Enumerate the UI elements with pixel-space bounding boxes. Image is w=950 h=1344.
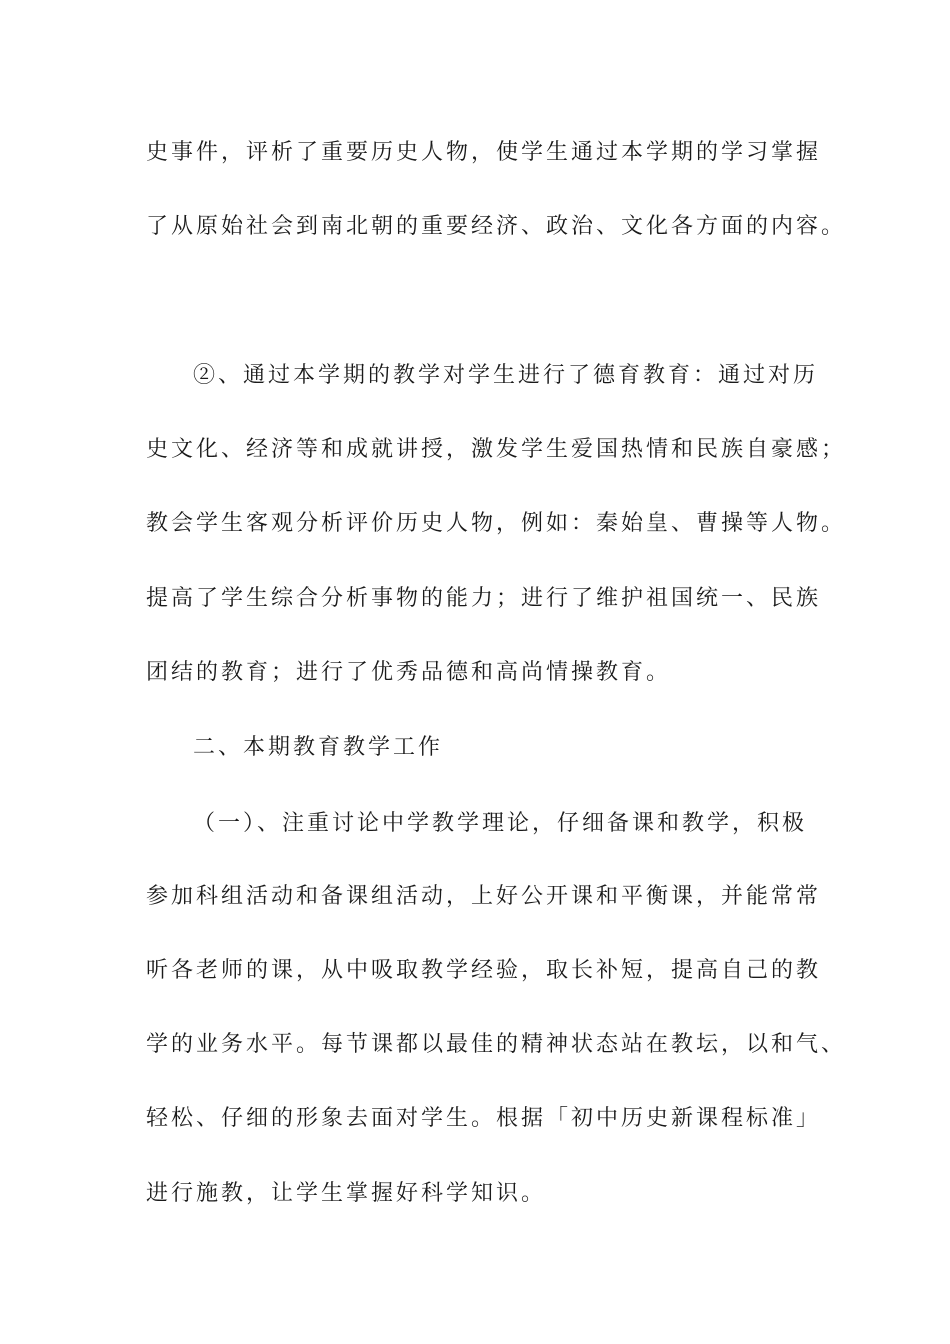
text-line: 史事件，评析了重要历史人物，使学生通过本学期的学习掌握 <box>146 140 822 165</box>
text-line: 团结的教育；进行了优秀品德和高尚情操教育。 <box>146 660 672 685</box>
text-line: 学的业务水平。每节课都以最佳的精神状态站在教坛，以和气、 <box>146 1032 847 1057</box>
text-line: 参加科组活动和备课组活动，上好公开课和平衡课，并能常常 <box>146 884 822 909</box>
text-line: 进行施教，让学生掌握好科学知识。 <box>146 1181 547 1206</box>
section-heading: 二、本期教育教学工作 <box>193 735 444 760</box>
text-line: 听各老师的课，从中吸取教学经验，取长补短，提高自己的教 <box>146 958 822 983</box>
text-line: 轻松、仔细的形象去面对学生。根据「初中历史新课程标准」 <box>146 1106 822 1131</box>
paragraph-start-line: ②、通过本学期的教学对学生进行了德育教育：通过对历 <box>193 363 819 388</box>
text-line: 教会学生客观分析评价历史人物，例如：秦始皇、曹操等人物。 <box>146 511 847 536</box>
text-line: 提高了学生综合分析事物的能力；进行了维护祖国统一、民族 <box>146 586 822 611</box>
text-line: 史文化、经济等和成就讲授，激发学生爱国热情和民族自豪感； <box>146 437 847 462</box>
text-line: 了从原始社会到南北朝的重要经济、政治、文化各方面的内容。 <box>146 214 847 239</box>
paragraph-start-line: （一）、注重讨论中学教学理论，仔细备课和教学，积极 <box>193 811 808 836</box>
